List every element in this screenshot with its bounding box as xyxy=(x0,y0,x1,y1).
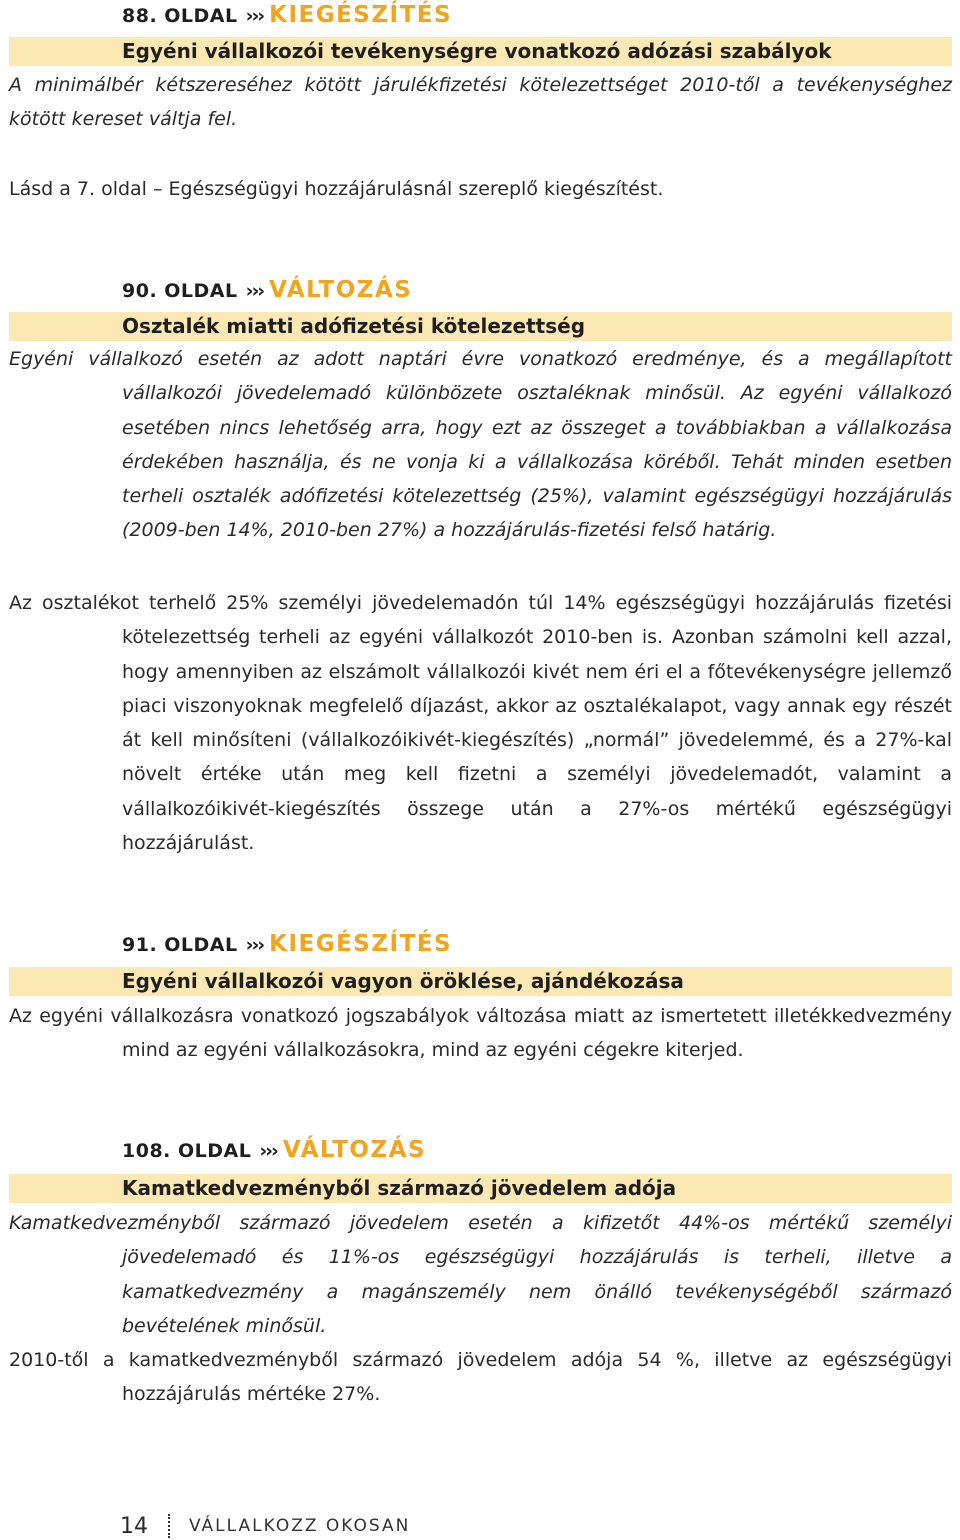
body-paragraph: Az osztalékot terhelő 25% személyi jövedelemadón túl 14% egészségügyi hozzájárulás fizetési kötelezettség terheli az egyéni vállalkozót 2010-ben is. Azonban számolni kell azzal, hogy amennyiben az elszámolt vállalkozói kivét nem éri el a főtevékenységre jellemző piaci viszonyoknak megfelelő díjazást, akkor az osztalékalapot, vagy annak egy részét át kell minősíteni (vállalkozóikivét-kiegészítés) „normál” jövedelemmé, és a 27%-kal növelt értéke után meg kell fizetni a személyi jövedelemadót, valamint a vállalkozóikivét-kiegészítés összege után a 27%-os mértékű egészségügyi hozzájárulást. xyxy=(9,592,952,855)
section-header xyxy=(122,277,412,303)
page-label: 90. OLDAL xyxy=(122,280,238,302)
section-title: Osztalék miatti adófizetési kötelezettség xyxy=(9,312,952,341)
section-title: Kamatkedvezményből származó jövedelem adója xyxy=(9,1174,952,1203)
section-header xyxy=(122,931,452,957)
footer-brand: VÁLLALKOZZ OKOSAN xyxy=(189,1516,411,1536)
section-keyword: VÁLTOZÁS xyxy=(269,277,413,303)
arrows-icon: ››› xyxy=(245,5,264,27)
italic-paragraph: Egyéni vállalkozó esetén az adott naptári évre vonatkozó eredménye, és a megállapított vállalkozói jövedelemadó különbözete osztaléknak minősül. Az egyéni vállalkozó esetében nincs lehetőség arra, hogy ezt az összeget a továbbiakban a vállalkozása érdekében használja, és ne vonja ki a vállalkozása köréből. Tehát minden esetben terheli osztalék adófizetési kötelezettség (25%), valamint egészségügyi hozzájárulás (2009-ben 14%, 2010-ben 27%) a hozzájárulás-fizetési felső határig. xyxy=(9,348,952,542)
page-label: 108. OLDAL xyxy=(122,1140,252,1162)
page-number: 14 xyxy=(120,1513,148,1539)
section-keyword: VÁLTOZÁS xyxy=(282,1137,427,1163)
section-keyword: KIEGÉSZÍTÉS xyxy=(269,931,453,957)
italic-paragraph: Kamatkedvezményből származó jövedelem esetén a kifizetőt 44%-os mértékű személyi jövedelemadó és 11%-os egészségügyi hozzájárulás is terheli, illetve a kamatkedvezmény a magánszemély nem önálló tevékenységéből származó bevételének minősül. xyxy=(9,1212,952,1337)
page-footer xyxy=(120,1512,410,1540)
body-paragraph: Lásd a 7. oldal – Egészségügyi hozzájárulásnál szereplő kiegészítést. xyxy=(9,178,664,200)
body-paragraph: 2010-től a kamatkedvezményből származó jövedelem adója 54 %, illetve az egészségügyi hozzájárulás mértéke 27%. xyxy=(9,1349,952,1406)
section-header xyxy=(122,2,452,28)
footer-separator xyxy=(168,1514,171,1538)
page-label: 88. OLDAL xyxy=(122,5,238,27)
arrows-icon: ››› xyxy=(245,934,264,956)
section-title: Egyéni vállalkozói vagyon öröklése, ajándékozása xyxy=(9,967,952,996)
page-label: 91. OLDAL xyxy=(122,934,238,956)
arrows-icon: ››› xyxy=(259,1140,277,1162)
body-paragraph: Az egyéni vállalkozásra vonatkozó jogszabályok változása miatt az ismertetett illetékkedvezmény mind az egyéni vállalkozásokra, mind az egyéni cégekre kiterjed. xyxy=(9,1005,952,1062)
arrows-icon: ››› xyxy=(245,280,264,302)
section-keyword: KIEGÉSZÍTÉS xyxy=(269,2,453,28)
section-title: Egyéni vállalkozói tevékenységre vonatkozó adózási szabályok xyxy=(9,37,952,66)
section-header xyxy=(122,1137,426,1163)
italic-paragraph: A minimálbér kétszereséhez kötött járulékfizetési kötelezettséget 2010-től a tevékenységhez kötött kereset váltja fel. xyxy=(9,74,952,131)
